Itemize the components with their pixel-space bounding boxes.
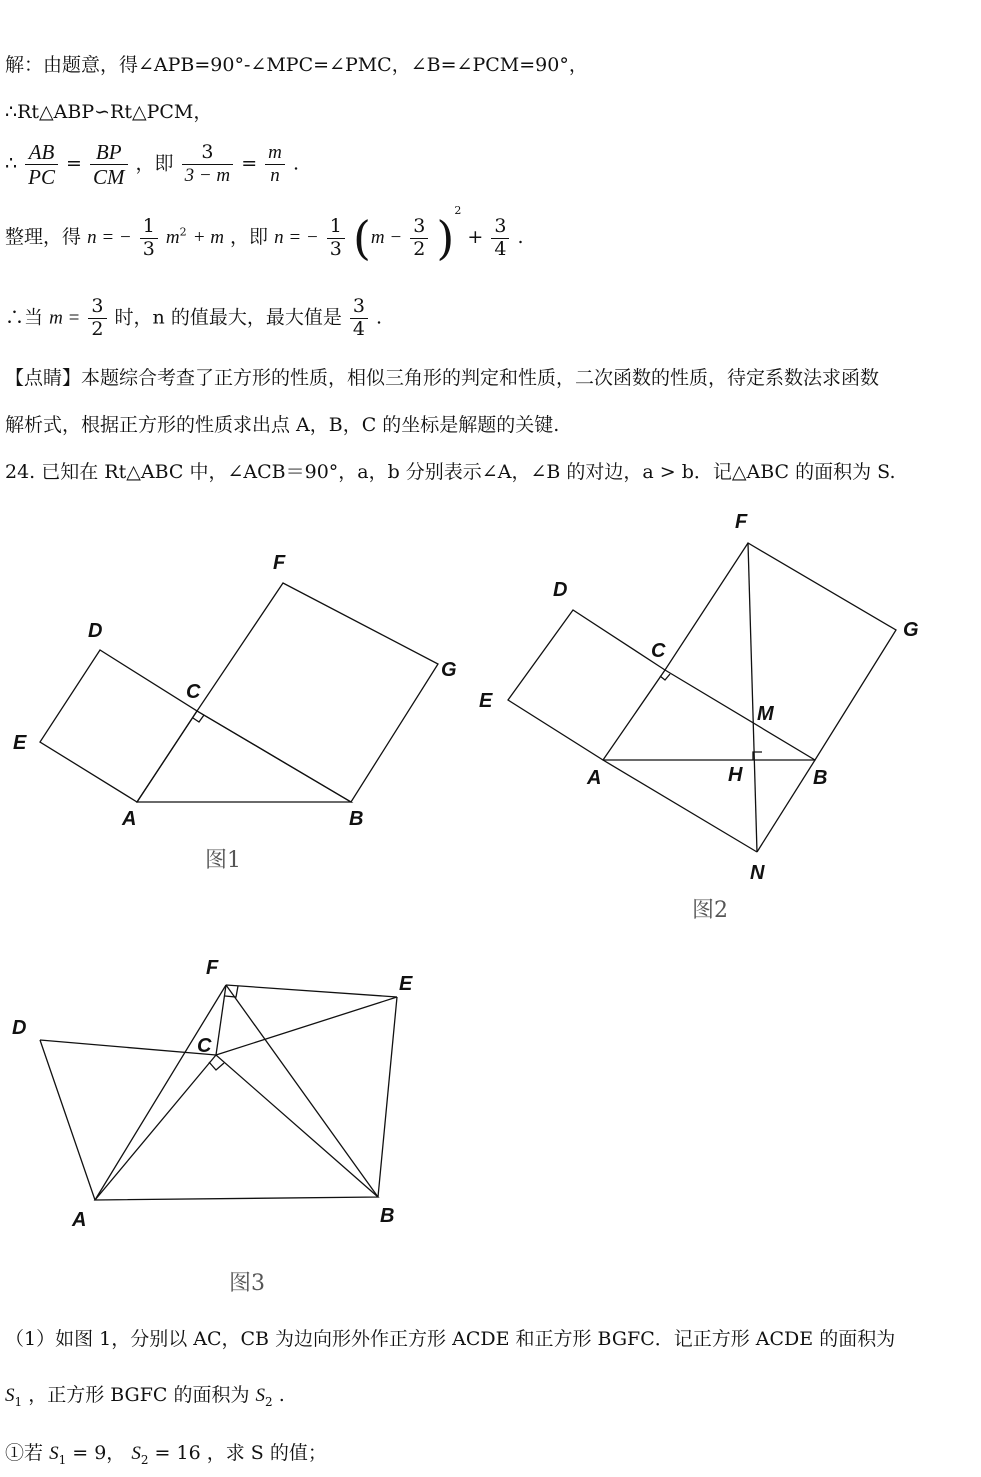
fig1-square-bgfc — [197, 583, 438, 802]
comment-line-1: 【点睛】本题综合考查了正方形的性质，相似三角形的判定和性质，二次函数的性质，待定系数法求函数 — [5, 367, 880, 389]
plus-sign: + — [467, 226, 484, 248]
fig2-segment-fn — [748, 543, 757, 852]
fig2-label-e: E — [479, 690, 493, 712]
fig3-label-b: B — [380, 1205, 395, 1227]
fig1-label-a: A — [122, 808, 137, 830]
fig2-label-d: D — [553, 579, 568, 601]
fraction-bp-cm: $\frac{BP}{CM}$ — [90, 140, 128, 189]
figure-1 — [13, 552, 457, 873]
solution-line-3 — [5, 140, 299, 189]
exponent: 2 — [454, 203, 462, 217]
solution-connector: ，即 — [230, 226, 269, 248]
fig2-label-c: C — [651, 640, 666, 662]
fig2-square-acde — [508, 610, 665, 760]
geometry-figures — [0, 500, 981, 1340]
fig3-caption: 图3 — [229, 1271, 265, 1296]
fig1-label-d: D — [88, 620, 103, 642]
max-statement: 时，n 的值最大，最大值是 — [114, 306, 342, 329]
fig1-caption: 图1 — [205, 848, 241, 873]
solution-line-1: 解：由题意，得∠APB=90°-∠MPC=∠PMC，∠B=∠PCM=90°， — [5, 54, 588, 76]
comment-line-2: 解析式，根据正方形的性质求出点 A，B，C 的坐标是解题的关键. — [5, 414, 560, 436]
fig2-label-n: N — [750, 862, 765, 884]
q1-s2-subscript: 2 — [140, 1452, 149, 1467]
period: . — [292, 152, 299, 175]
fig2-caption: 图2 — [692, 898, 728, 923]
fig2-label-h: H — [728, 764, 743, 786]
fraction-three-halves-b: $\frac{3}{2}$ — [88, 296, 106, 341]
s1-symbol: S — [5, 1385, 15, 1406]
q1-s1-subscript: 1 — [58, 1452, 67, 1467]
fig3-label-a: A — [72, 1209, 87, 1231]
solution-line-4 — [5, 203, 524, 265]
q1-prefix: ①若 — [5, 1442, 44, 1464]
fig1-right-angle-mark — [193, 715, 204, 722]
fig1-label-c: C — [186, 681, 201, 703]
q1-ask: ，求 S 的值； — [206, 1442, 327, 1464]
period: . — [517, 226, 524, 248]
fig3-right-angle-mark-c — [209, 1062, 224, 1070]
figure-2 — [479, 511, 919, 923]
fig2-label-g: G — [903, 619, 919, 641]
part1-line-1: （1）如图 1，分别以 AC，CB 为边向形外作正方形 ACDE 和正方形 BGFC．记正方形 ACDE 的面积为 — [5, 1328, 896, 1350]
figure-3 — [12, 957, 413, 1296]
fig1-label-b: B — [349, 808, 364, 830]
n-expression: n = − — [87, 227, 132, 248]
fig3-label-d: D — [12, 1017, 27, 1039]
fig1-square-acde — [40, 650, 197, 802]
solution-connector: ，即 — [135, 152, 174, 175]
q1-s1-symbol: S — [49, 1443, 59, 1464]
equals-sign: = — [66, 152, 82, 175]
fig3-segment-cf — [216, 985, 226, 1055]
fig2-segment-bn — [757, 760, 815, 852]
fig1-label-e: E — [13, 732, 27, 754]
part1-square-area-text: ，正方形 BGFC 的面积为 — [28, 1384, 250, 1406]
exponent: 2 — [179, 225, 187, 239]
m-squared: m — [165, 227, 180, 248]
n-vertex-expression: n = − — [274, 227, 319, 248]
fig3-segment-af — [95, 985, 226, 1200]
period: . — [376, 306, 383, 329]
fig3-label-f: F — [206, 957, 219, 979]
part1-question-1 — [5, 1444, 327, 1466]
m-minus: m − — [370, 227, 403, 248]
fig3-segment-dc — [40, 1040, 216, 1055]
fraction-ab-pc: $\frac{AB}{PC}$ — [25, 140, 58, 189]
when-label: ∴当 — [5, 306, 44, 329]
fraction-three-quarters-b: $\frac{3}{4}$ — [350, 296, 368, 341]
fig2-label-b: B — [813, 767, 828, 789]
fig1-label-f: F — [273, 552, 286, 574]
fraction-three-halves: $\frac{3}{2}$ — [410, 216, 428, 261]
fig3-segment-eb — [378, 997, 397, 1197]
fig3-label-e: E — [399, 973, 413, 995]
part1-line-2 — [5, 1386, 285, 1408]
m-equals: m = — [49, 307, 81, 329]
q1-s2-symbol: S — [131, 1443, 141, 1464]
fig3-label-c: C — [197, 1035, 212, 1057]
fig2-square-bgfc — [665, 543, 896, 760]
s2-subscript: 2 — [265, 1394, 273, 1409]
q1-s2-value: = 16 — [154, 1442, 201, 1464]
fig2-label-m: M — [757, 703, 774, 725]
fraction-m-over-n: $\frac{m}{n}$ — [265, 142, 285, 187]
fraction-one-third: $\frac{1}{3}$ — [140, 216, 158, 261]
fraction-3-over-3-minus-m: $\frac{3}{3 - m}$ — [182, 142, 234, 187]
fraction-three-quarters: $\frac{3}{4}$ — [491, 216, 509, 261]
fig3-right-angle-mark-f — [225, 986, 238, 997]
fig1-label-g: G — [441, 659, 457, 681]
fig1-triangle-abc — [137, 711, 351, 802]
s2-symbol: S — [255, 1385, 266, 1406]
problem-stem: 24. 已知在 Rt△ABC 中，∠ACB＝90°，a，b 分别表示∠A，∠B 的对边，a > b．记△ABC 的面积为 S. — [5, 461, 896, 483]
equals-sign: = — [241, 152, 258, 175]
simplify-label: 整理，得 — [5, 226, 82, 248]
solution-line-5 — [5, 296, 382, 341]
s1-subscript: 1 — [14, 1394, 23, 1409]
fig2-label-a: A — [587, 767, 602, 789]
therefore-symbol: ∴ — [5, 152, 18, 175]
plus-m: + m — [192, 227, 224, 248]
solution-line-2: ∴Rt△ABP∽Rt△PCM， — [5, 101, 213, 123]
fig3-segment-ce — [216, 997, 397, 1055]
fig3-segment-fb — [226, 985, 378, 1197]
right-paren: ) — [436, 211, 455, 265]
fig3-segment-ad — [40, 1040, 95, 1200]
fig3-segment-fe — [226, 985, 397, 997]
fig3-triangle-abc — [95, 1055, 378, 1200]
period: . — [278, 1384, 285, 1406]
q1-s1-value: = 9， — [72, 1442, 126, 1464]
fraction-one-third-b: $\frac{1}{3}$ — [327, 216, 345, 261]
fig2-label-f: F — [735, 511, 748, 533]
left-paren: ( — [352, 211, 371, 265]
